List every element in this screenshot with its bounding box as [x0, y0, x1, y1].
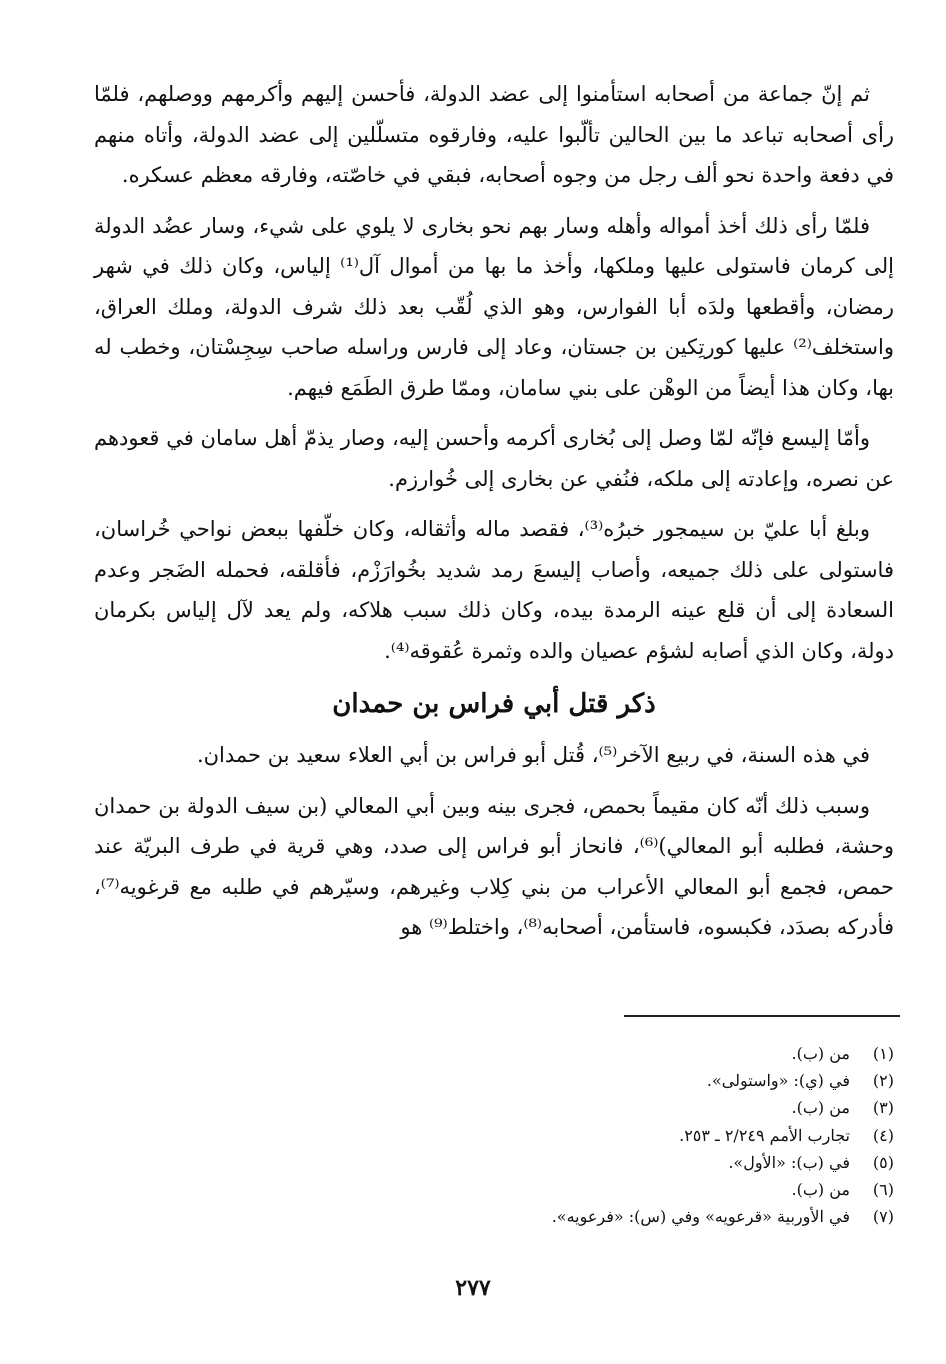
paragraph: وبلغ أبا عليّ بن سيمجور خبرُه⁽³⁾، فقصد ماله وأثقاله، وكان خلّفها ببعض نواحي خُراسان، فاستولى على ذلك جميعه، وأصاب إليسعَ رمد شديد بخُوارَزْم، فأقلقه، فحمله الضَجر وعدم السعادة إلى أن قلع عينه الرمدة بيده، وكان ذلك سبب هلاكه، ولم يعد لآل إلياس بكرمان دولة، وكان الذي أصابه لشؤم عصيان والده وثمرة عُقوقه⁽⁴⁾.	[94, 517, 894, 663]
footnote-text: من (ب).	[791, 1098, 850, 1118]
footnote-text: في الأوربية «قرعويه» وفي (س): «فرعويه».	[551, 1207, 850, 1227]
footnotes	[294, 1040, 894, 1230]
footnote-separator	[624, 1015, 900, 1017]
footnote-number: (٢)	[872, 1071, 894, 1091]
footnote-text: تجارب الأمم ٢/٢٤٩ ـ ٢٥٣.	[679, 1125, 850, 1145]
footnote-number: (٤)	[872, 1125, 894, 1145]
footnote	[294, 1176, 894, 1203]
footnote	[294, 1122, 894, 1149]
paragraph: ثم إنّ جماعة من أصحابه استأمنوا إلى عضد الدولة، فأحسن إليهم وأكرمهم ووصلهم، فلمّا رأى أصحابه تباعد ما بين الحالين تألّبوا عليه، وفارقوه متسلّلين إلى عضد الدولة، وأتاه منهم في دفعة واحدة نحو ألف رجل من وجوه أصحابه، فبقي في خاصّته، وفارقه معظم عسكره.	[94, 82, 894, 187]
footnote-text: في (ي): «واستولى».	[706, 1071, 850, 1091]
footnote-number: (٣)	[872, 1098, 894, 1118]
footnote	[294, 1203, 894, 1230]
footnote-number: (١)	[872, 1044, 894, 1063]
footnote	[294, 1149, 894, 1176]
paragraph: وأمّا إليسع فإنّه لمّا وصل إلى بُخارى أكرمه وأحسن إليه، وصار يذمّ أهل سامان في قعودهم عن نصره، وإعادته إلى ملكه، فنُفي عن بخارى إلى خُوارزم.	[94, 426, 894, 491]
section-heading: ذكر قتل أبي فراس بن حمدان	[332, 689, 656, 719]
main-text	[94, 74, 894, 958]
footnote	[294, 1067, 894, 1094]
footnote-text: من (ب).	[791, 1180, 850, 1200]
footnote-text: من (ب).	[791, 1044, 850, 1063]
paragraph: في هذه السنة، في ربيع الآخر⁽⁵⁾، قُتل أبو فراس بن أبي العلاء سعيد بن حمدان.	[196, 743, 870, 767]
footnote-text: في (ب): «الأول».	[728, 1152, 850, 1172]
footnote	[294, 1094, 894, 1121]
page-number: ٢٧٧	[455, 1275, 491, 1301]
footnote-number: (٥)	[872, 1152, 894, 1172]
footnote	[294, 1040, 894, 1067]
footnote-number: (٧)	[872, 1207, 894, 1227]
paragraph: فلمّا رأى ذلك أخذ أمواله وأهله وسار بهم نحو بخارى لا يلوي على شيء، وسار عضُد الدولة إلى كرمان فاستولى عليها وملكها، وأخذ ما بها من أموال آل⁽¹⁾ إلياس، وكان ذلك في شهر رمضان، وأقطعها ولدَه أبا الفوارس، وهو الذي لُقّب بعد ذلك شرف الدولة، وملك العراق، واستخلف⁽²⁾ عليها كورتِكين بن جستان، وعاد إلى فارس وراسله صاحب سِجِسْتان، وخطب له بها، وكان هذا أيضاً من الوهْن على بني سامان، وممّا طرق الطَمَع فيهم.	[94, 213, 894, 400]
footnote-number: (٦)	[872, 1180, 894, 1200]
paragraph: وسبب ذلك أنّه كان مقيماً بحمص، فجرى بينه وبين أبي المعالي (بن سيف الدولة بن حمدان وحشة، فطلبه أبو المعالي)⁽⁶⁾، فانحاز أبو فراس إلى صدد، وهي قرية في طرف البريّة عند حمص، فجمع أبو المعالي الأعراب من بني كِلاب وغيرهم، وسيّرهم في طلبه مع قرغويه⁽⁷⁾، فأدركه بصدَد، فكبسوه، فاستأمن، أصحابه⁽⁸⁾، واختلط⁽⁹⁾ هو	[94, 793, 894, 939]
